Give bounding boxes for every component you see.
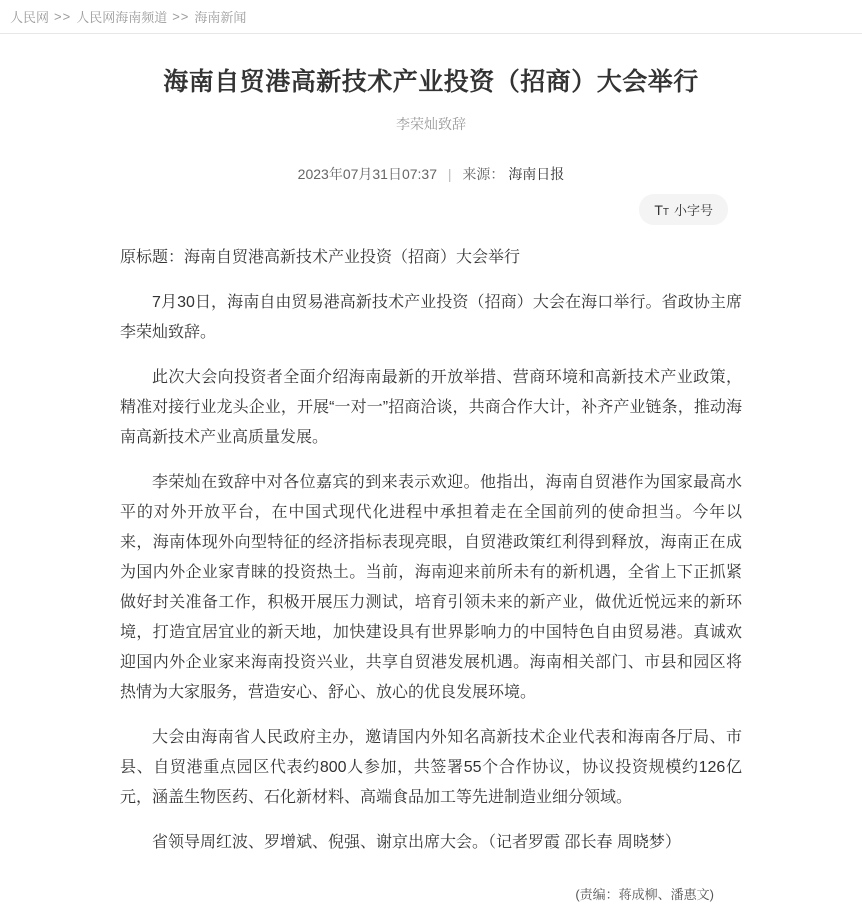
article-body bbox=[120, 243, 742, 910]
article-toolbar bbox=[120, 194, 742, 225]
publish-timestamp: 2023年07月31日07:37 bbox=[297, 165, 437, 182]
paragraph: 省领导周红波、罗增斌、倪强、谢京出席大会。（记者罗霞 邵长春 周晓梦） bbox=[152, 833, 681, 851]
font-size-button[interactable] bbox=[639, 194, 728, 225]
breadcrumb-separator: >> bbox=[54, 9, 72, 24]
article-container bbox=[120, 66, 742, 910]
dateline-divider: | bbox=[447, 165, 452, 182]
breadcrumb-separator: >> bbox=[172, 9, 190, 24]
article-subtitle: 李荣灿致辞 bbox=[396, 115, 466, 132]
font-size-icon: TT bbox=[654, 201, 669, 218]
paragraph: 此次大会向投资者全面介绍海南最新的开放举措、营商环境和高新技术产业政策，精准对接行业龙头企业，开展“一对一”招商洽谈，共商合作大计，补齐产业链条，推动海南高新技术产业高质量发展。 bbox=[120, 368, 742, 446]
font-size-button-label: 小字号 bbox=[673, 202, 713, 218]
paragraph: 大会由海南省人民政府主办，邀请国内外知名高新技术企业代表和海南各厅局、市县、自贸港重点园区代表约800人参加，共签署55个合作协议，协议投资规模约126亿元，涵盖生物医药、石化新材料、高端食品加工等先进制造业细分领域。 bbox=[120, 728, 742, 806]
paragraph: 7月30日，海南自由贸易港高新技术产业投资（招商）大会在海口举行。省政协主席李荣灿致辞。 bbox=[120, 293, 742, 341]
breadcrumb-link-peoples-daily[interactable]: 人民网 bbox=[10, 10, 50, 25]
source-link[interactable]: 海南日报 bbox=[508, 165, 565, 182]
page-title: 海南自贸港高新技术产业投资（招商）大会举行 bbox=[163, 68, 699, 96]
dateline bbox=[120, 164, 742, 184]
editors-credit: (责编：蒋成柳、潘惠文) bbox=[575, 886, 714, 902]
original-title: 原标题：海南自贸港高新技术产业投资（招商）大会举行 bbox=[120, 248, 521, 266]
breadcrumb bbox=[0, 0, 862, 34]
source-label: 来源： bbox=[462, 165, 505, 182]
breadcrumb-link-hainan-channel[interactable]: 人民网海南频道 bbox=[76, 10, 168, 25]
breadcrumb-link-hainan-news[interactable]: 海南新闻 bbox=[194, 10, 247, 25]
paragraph: 李荣灿在致辞中对各位嘉宾的到来表示欢迎。他指出，海南自贸港作为国家最高水平的对外开放平台，在中国式现代化进程中承担着走在全国前列的使命担当。今年以来，海南体现外向型特征的经济指标表现亮眼，自贸港政策红利得到释放，海南正在成为国内外企业家青睐的投资热土。当前，海南迎来前所未有的新机遇，全省上下正抓紧做好封关准备工作，积极开展压力测试，培育引领未来的新产业，做优近悦远来的新环境，打造宜居宜业的新天地，加快建设具有世界影响力的中国特色自由贸易港。真诚欢迎国内外企业家来海南投资兴业，共享自贸港发展机遇。海南相关部门、市县和园区将热情为大家服务，营造安心、舒心、放心的优良发展环境。 bbox=[120, 473, 742, 701]
